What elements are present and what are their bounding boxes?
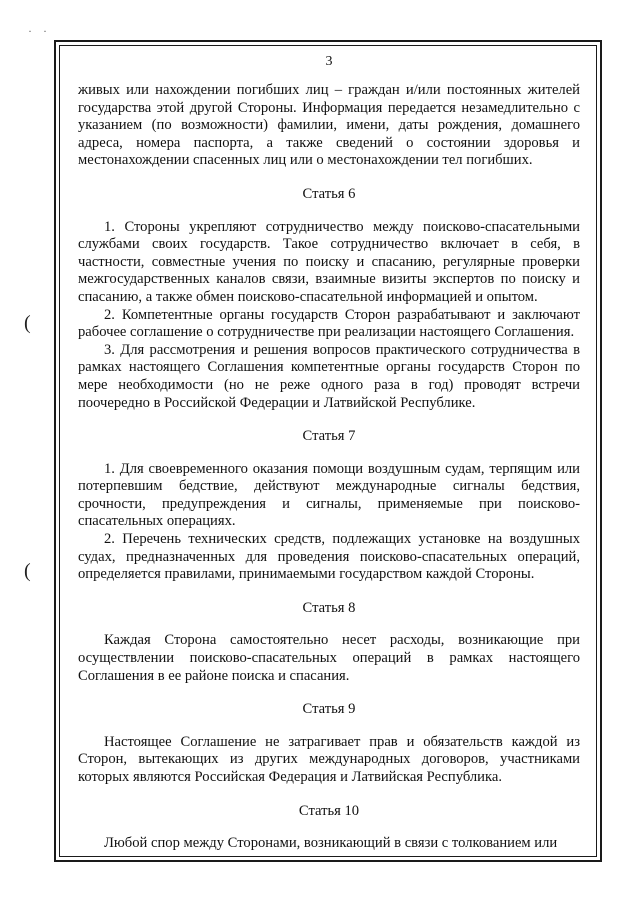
article-10-heading: Статья 10 xyxy=(298,802,360,819)
article-6-paragraph-3: 3. Для рассмотрения и решения вопросов практического сотрудничества в рамках настоящего Соглашения компетентные органы государств Сторон по мере необходимости (но не реже одного раза в год) проводят встречи поочередно в Российской Федерации и Латвийской Республике. xyxy=(78,341,580,411)
article-6-paragraph-2: 2. Компетентные органы государств Сторон разрабатывают и заключают рабочее соглашение о сотрудничестве при реализации настоящего Соглашения. xyxy=(78,306,580,341)
article-10-paragraph-1: Любой спор между Сторонами, возникающий в связи с толкованием или xyxy=(104,835,558,852)
article-9-heading: Статья 9 xyxy=(302,701,356,718)
document-body xyxy=(78,54,580,853)
article-8-paragraph-1: Каждая Сторона самостоятельно несет расходы, возникающие при осуществлении поисково-спасательных операций в рамках настоящего Соглашения в ее районе поиска и спасания. xyxy=(78,632,580,684)
scan-specks: · · xyxy=(28,24,51,38)
page-number: 3 xyxy=(325,54,333,69)
article-6-paragraph-1: 1. Стороны укрепляют сотрудничество между поисково-спасательными службами своих государств. Такое сотрудничество включает в себя, в частности, совместные учения по поиску и спасанию, регулярные проверки межгосударственных каналов связи, взаимные визиты экспертов по поиску и спасанию, а также обмен поисково-спасательной информацией и опытом. xyxy=(78,218,580,305)
margin-punch-mark-lower: ( xyxy=(24,560,31,582)
article-6-heading: Статья 6 xyxy=(302,185,356,202)
continuation-paragraph: живых или нахождении погибших лиц – граждан и/или постоянных жителей государства этой другой Стороны. Информация передается незамедлительно с указанием (по возможности) фамилии, имени, даты рождения, домашнего адреса, номера паспорта, а также сведений о состоянии здоровья и местонахождении спасенных лиц или о местонахождении тел погибших. xyxy=(78,82,580,169)
article-7-heading: Статья 7 xyxy=(302,428,356,445)
document-frame-inner xyxy=(59,45,597,857)
article-7-paragraph-2: 2. Перечень технических средств, подлежащих установке на воздушных судах, предназначенных для проведения поисково-спасательных операций, определяется правилами, принимаемыми государством каждой Стороны. xyxy=(78,531,580,583)
article-7-paragraph-1: 1. Для своевременного оказания помощи воздушным судам, терпящим или потерпевшим бедствие, действуют международные сигналы бедствия, срочности, предупреждения и сигналы, применяемые при поисково-спасательных операциях. xyxy=(78,460,580,530)
article-9-paragraph-1: Настоящее Соглашение не затрагивает прав и обязательств каждой из Сторон, вытекающих из других международных договоров, участниками которых являются Российская Федерация и Латвийская Республика. xyxy=(78,733,580,785)
article-8-heading: Статья 8 xyxy=(302,599,356,616)
margin-punch-mark-upper: ( xyxy=(24,312,31,334)
